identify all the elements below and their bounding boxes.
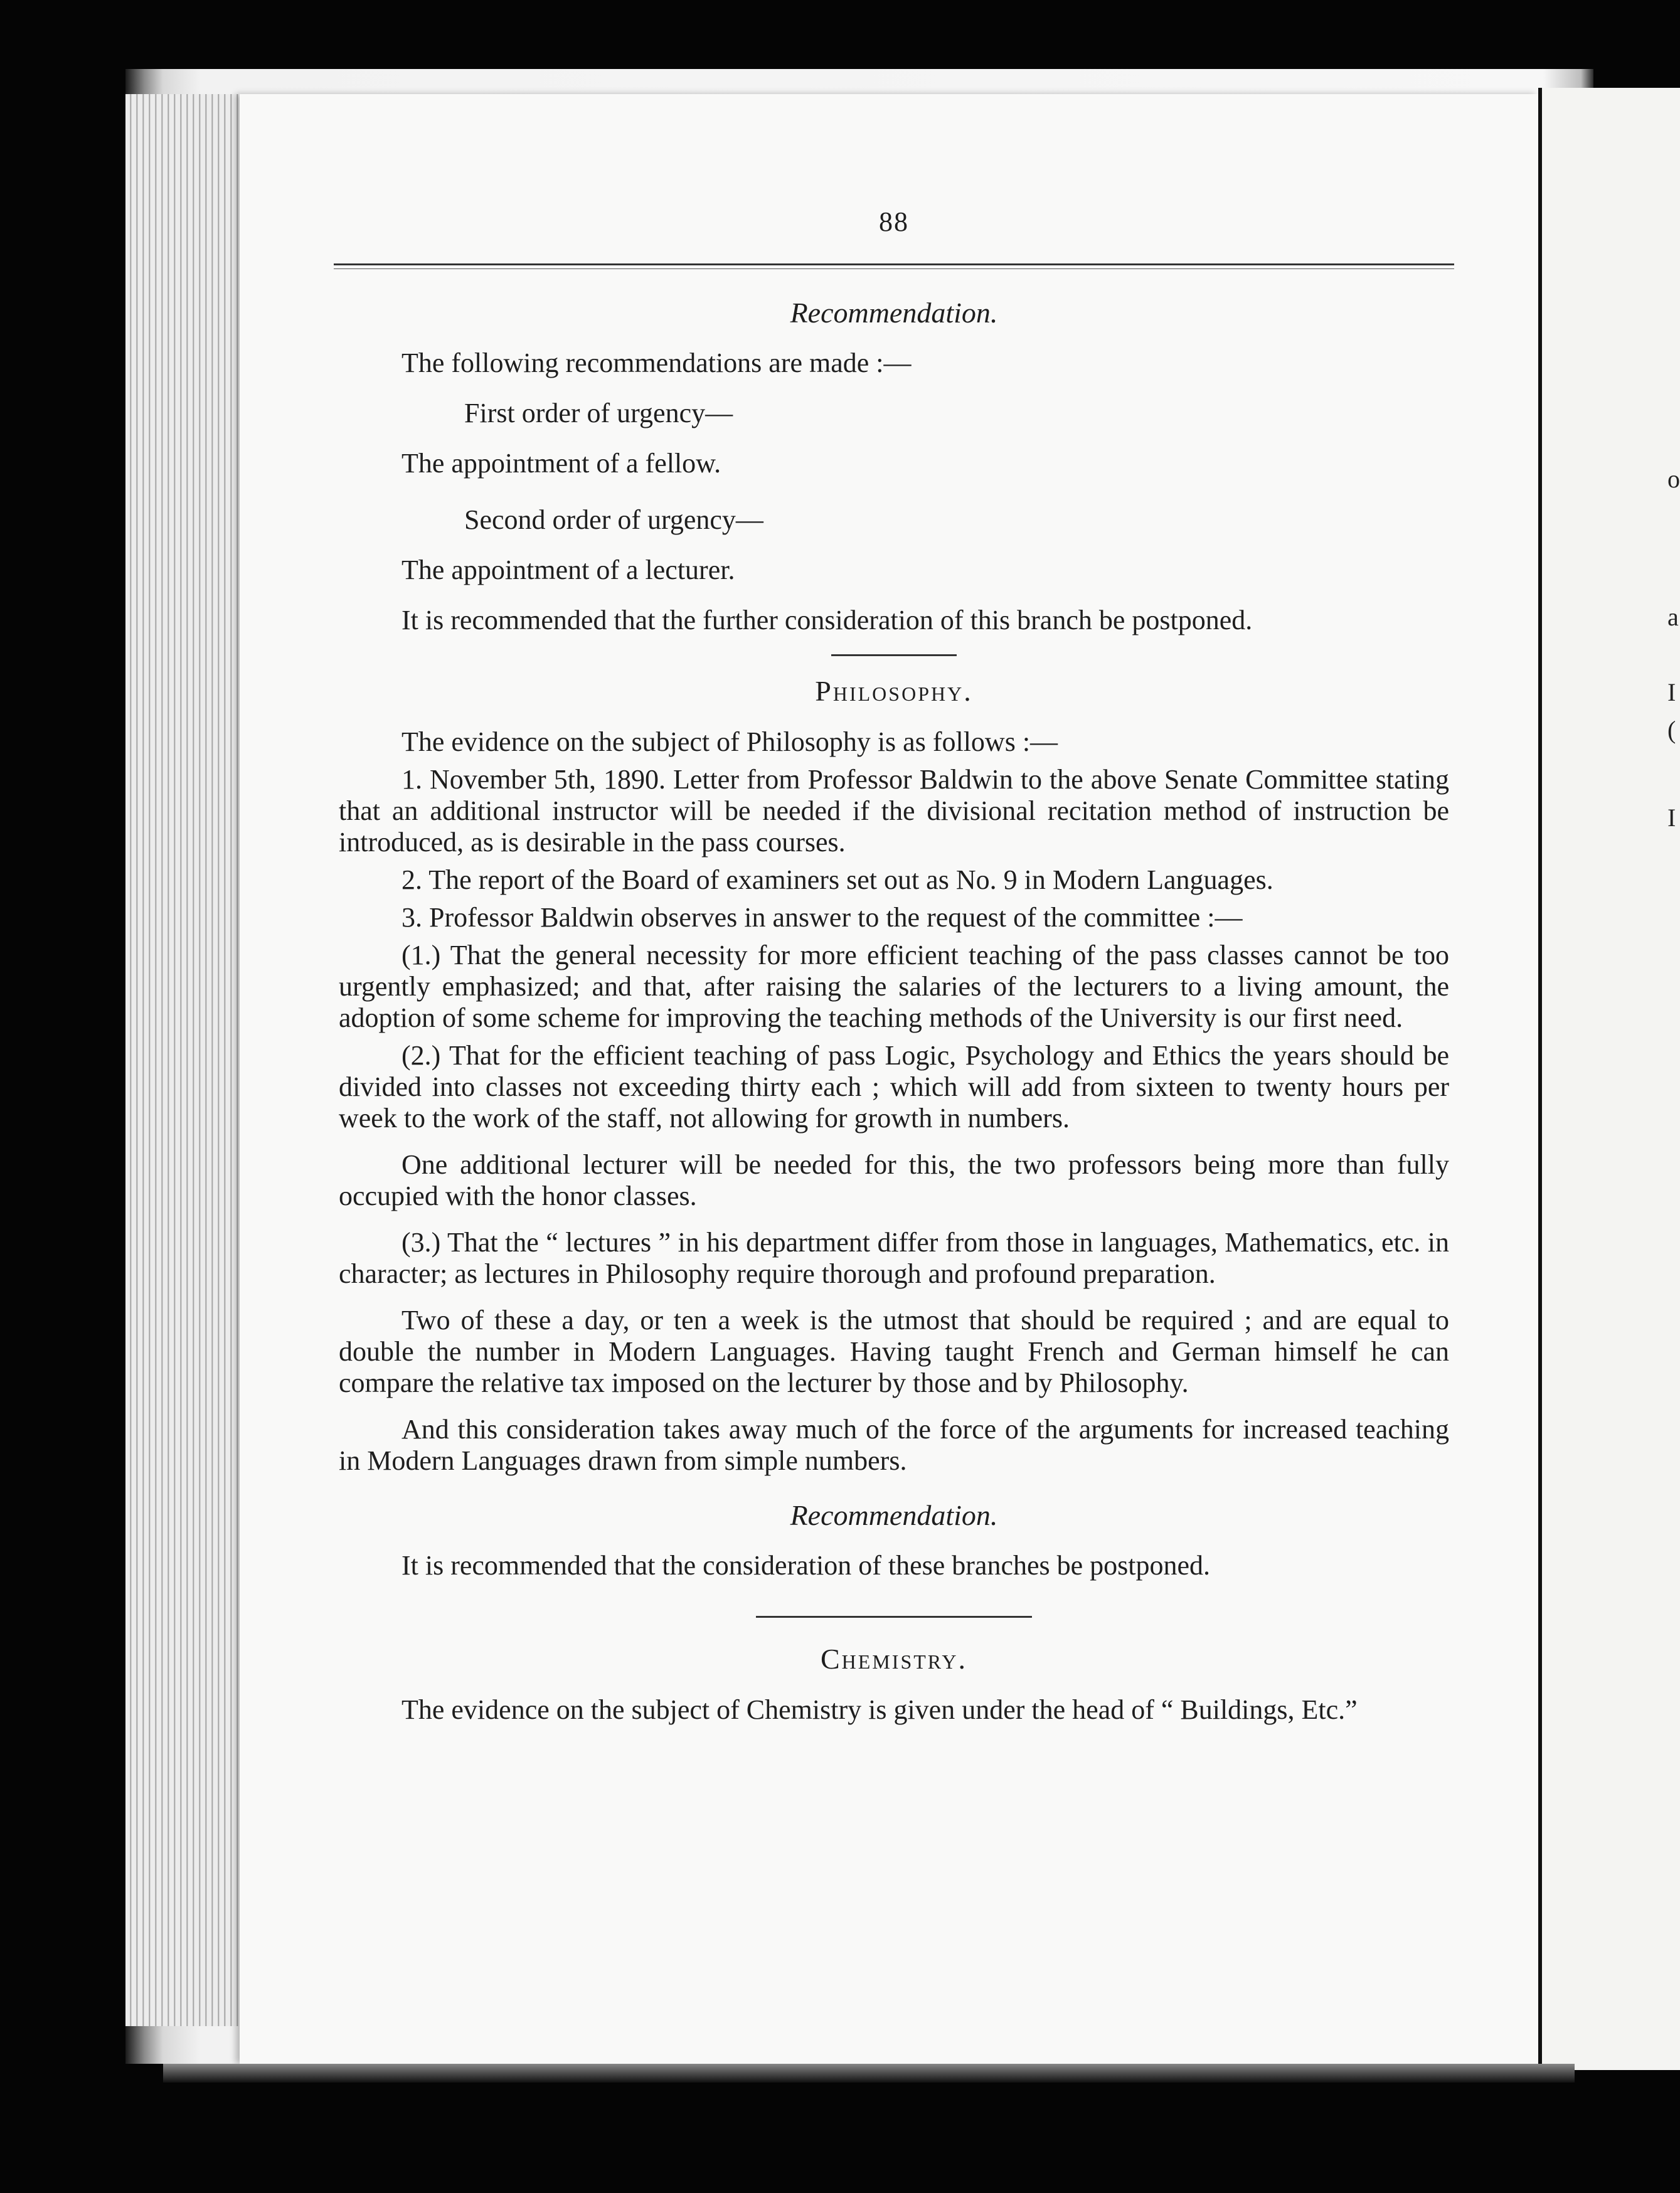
header-rule [334,263,1454,269]
philosophy-recommendation-text: It is recommended that the consideration of these branches be postponed. [401,1550,1211,1581]
philosophy-recommendation-heading: Recommendation. [790,1499,998,1531]
facing-page-fragment: I [1667,804,1676,832]
first-order-label: First order of urgency— [464,398,733,428]
page-edges [125,94,238,2026]
second-order-item: The appointment of a lecturer. [401,555,735,585]
facing-page-fragment: I [1667,678,1676,706]
philosophy-item-2: 2. The report of the Board of examiners set out as No. 9 in Modern Languages. [401,864,1273,895]
philosophy-point-2-continued: One additional lecturer will be needed for this, the two professors being more than fully occupied with the honor classes. [339,1149,1449,1211]
philosophy-point-1: (1.) That the general necessity for more efficient teaching of the pass classes cannot be too urgently emphasized; and that, after raising the salaries of the lecturers to a living amount, the adoption of some scheme for improving the teaching methods of the University is our first need. [339,940,1449,1033]
postpone-recommendation: It is recommended that the further consideration of this branch be postponed. [401,605,1253,635]
chemistry-heading: Chemistry. [821,1643,967,1675]
facing-page-fragment: ( [1667,716,1676,744]
philosophy-point-3: (3.) That the “ lectures ” in his department differ from those in languages, Mathematics, etc. in character; as lectures in Philosophy require thorough and profound preparation. [339,1227,1449,1289]
second-order-label: Second order of urgency— [464,504,763,535]
philosophy-point-3-conclusion: And this consideration takes away much of the force of the arguments for increased teaching in Modern Languages drawn from simple numbers. [339,1414,1449,1476]
section-divider [831,654,957,656]
first-order-item: The appointment of a fellow. [401,448,721,479]
recommendations-intro: The following recommendations are made :— [401,348,912,378]
section-divider [756,1616,1032,1618]
philosophy-item-3: 3. Professor Baldwin observes in answer to the request of the committee :— [401,902,1243,933]
page-content [339,188,1449,1732]
page-bottom-shadow [163,2064,1575,2083]
facing-page-fragment: o [1667,465,1680,493]
chemistry-text: The evidence on the subject of Chemistry is given under the head of “ Buildings, Etc.” [401,1694,1358,1725]
page-number: 88 [879,206,909,237]
facing-page-fragment: a [1667,603,1679,631]
philosophy-item-1: 1. November 5th, 1890. Letter from Professor Baldwin to the above Senate Committee stating that an additional instructor will be needed if the divisional recitation method of instruction be introduced, as is desirable in the pass courses. [339,764,1449,858]
philosophy-heading: Philosophy. [815,675,973,707]
philosophy-intro: The evidence on the subject of Philosophy is as follows :— [401,726,1058,757]
philosophy-point-2: (2.) That for the efficient teaching of pass Logic, Psychology and Ethics the years should be divided into classes not exceeding thirty each ; which will add from sixteen to twenty hours per week to the work of the staff, not allowing for growth in numbers. [339,1040,1449,1134]
recommendation-heading: Recommendation. [790,297,998,329]
facing-page [1538,88,1680,2070]
philosophy-point-3-continued: Two of these a day, or ten a week is the utmost that should be required ; and are equal to double the number in Modern Languages. Having taught French and German himself he can compare the relative tax imposed on the lecturer by those and by Philosophy. [339,1305,1449,1398]
